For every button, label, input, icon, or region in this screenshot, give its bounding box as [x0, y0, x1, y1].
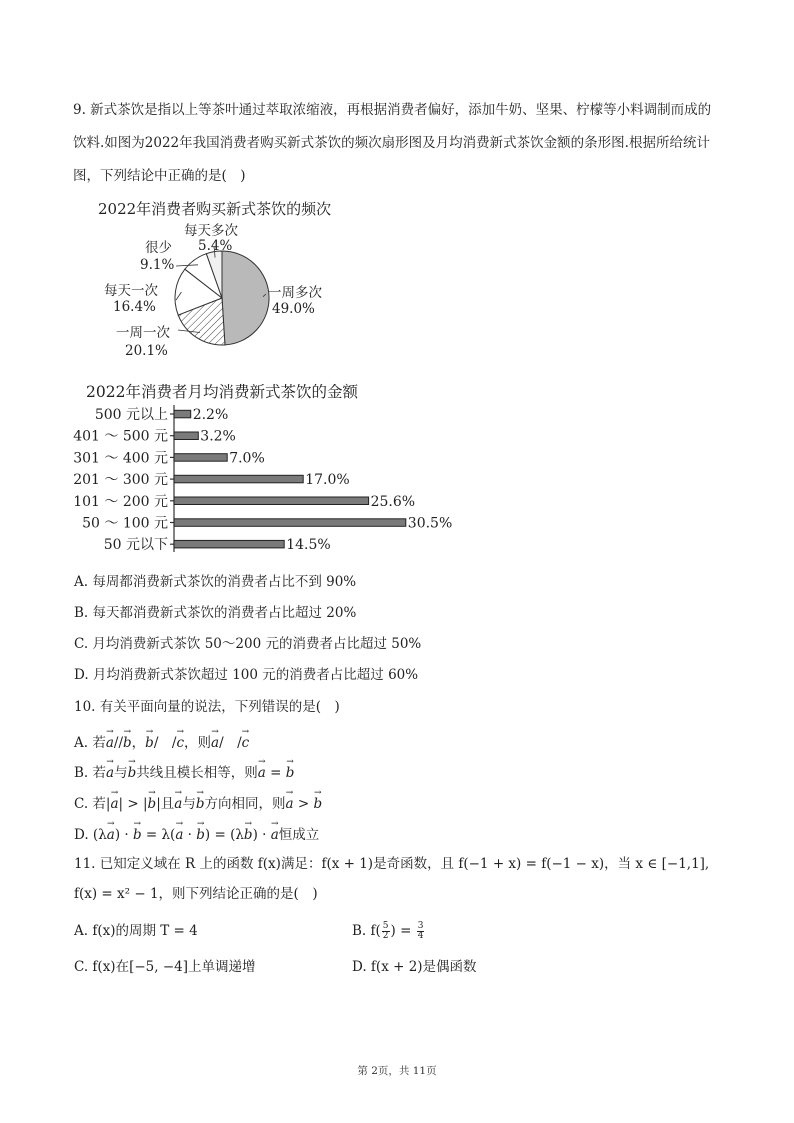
question-11-line-1: 11. 已知定义域在 R 上的函数 f(x)满足：f(x + 1)是奇函数，且 f(−1 + x) = f(−1 − x)，当 x ∈ [−1,1],	[74, 856, 710, 872]
bar-1	[174, 432, 198, 440]
q10-option-d: D. (λ→ a) · → b = λ(→ a · → b) = (λ→ b) · → a恒成立	[74, 822, 319, 845]
q9-option-b: B. 每天都消费新式茶饮的消费者占比超过 20%	[74, 605, 357, 621]
pie-value-yzdc: 49.0%	[272, 301, 315, 317]
pie-label-yzyc: 一周一次	[116, 325, 170, 341]
q11-option-b: B. f( $\frac{5}{2}$ ) = $\frac{3}{4}$	[352, 921, 424, 941]
bar-category-label-1: 401 ～ 500 元	[73, 428, 168, 445]
pie-value-yzyc: 20.1%	[125, 343, 168, 359]
question-11-line-2: f(x) = x² − 1，则下列结论正确的是( )	[74, 886, 318, 902]
pie-label-yzdc: 一周多次	[268, 285, 322, 301]
q11-option-a: A. f(x)的周期 T = 4	[74, 923, 198, 939]
bar-category-label-6: 50 元以下	[103, 537, 168, 554]
bar-value-label-1: 3.2%	[200, 428, 236, 445]
pie-label-hs: 很少	[145, 240, 172, 256]
bar-category-label-2: 301 ～ 400 元	[73, 450, 168, 467]
pie-value-mtyc: 16.4%	[113, 299, 156, 315]
bar-value-label-5: 30.5%	[407, 515, 453, 532]
pie-value-mtdc: 5.4%	[198, 238, 233, 254]
bar-4	[174, 497, 369, 505]
bar-value-label-4: 25.6%	[370, 493, 416, 510]
pie-slice-yzdc	[222, 251, 269, 345]
bar-value-label-3: 17.0%	[305, 472, 350, 489]
q11-option-d: D. f(x + 2)是偶函数	[352, 959, 477, 975]
question-10-stem: 10. 有关平面向量的说法，下列错误的是( )	[74, 699, 340, 715]
pie-label-mtdc: 每天多次	[184, 223, 238, 239]
bar-6	[174, 540, 284, 548]
q10-option-a: A. 若→ a//→ b，→ b/ /→ c，则→ a/ /→ c	[74, 730, 249, 753]
bar-title: 2022年消费者月均消费新式茶饮的金额	[86, 383, 358, 401]
q10-option-c: C. 若|→ a| > |→ b|且→ a与→ b方向相同，则→ a > → b	[74, 791, 322, 814]
bar-value-label-0: 2.2%	[192, 407, 229, 423]
bar-0	[174, 410, 191, 418]
page-footer: 第 2页，共 11页	[357, 1065, 437, 1077]
bar-5	[174, 519, 406, 527]
question-9-stem: 9. 新式茶饮是指以上等茶叶通过萃取浓缩液，再根据消费者偏好，添加牛奶、坚果、柠檬等小料调制而成的饮料.如图为2022年我国消费者购买新式茶饮的频次扇形图及月均消费新式茶饮金额的条形图.根据所给统计图，下列结论中正确的是( )	[73, 102, 712, 184]
bar-value-label-6: 14.5%	[286, 537, 331, 554]
bar-value-label-2: 7.0%	[229, 450, 265, 467]
bar-3	[174, 475, 303, 483]
pie-label-mtyc: 每天一次	[104, 283, 158, 299]
bar-category-label-5: 50 ～ 100 元	[82, 515, 168, 532]
bar-2	[174, 454, 227, 462]
bar-category-label-3: 201 ～ 300 元	[73, 472, 168, 489]
pie-chart	[80, 196, 380, 362]
q9-option-d: D. 月均消费新式茶饮超过 100 元的消费者占比超过 60%	[74, 667, 419, 683]
q9-option-a: A. 每周都消费新式茶饮的消费者占比不到 90%	[74, 574, 357, 590]
bar-category-label-0: 500 元以上	[94, 407, 168, 423]
pie-title: 2022年消费者购买新式茶饮的频次	[98, 200, 332, 218]
pie-value-hs: 9.1%	[140, 257, 175, 273]
q10-option-b: B. 若→ a与→ b共线且模长相等，则→ a = → b	[74, 760, 294, 783]
bar-category-label-4: 101 ～ 200 元	[73, 493, 168, 510]
bar-chart	[70, 376, 490, 556]
q11-option-c: C. f(x)在[−5, −4]上单调递增	[74, 959, 256, 975]
q9-option-c: C. 月均消费新式茶饮 50～200 元的消费者占比超过 50%	[74, 636, 422, 652]
